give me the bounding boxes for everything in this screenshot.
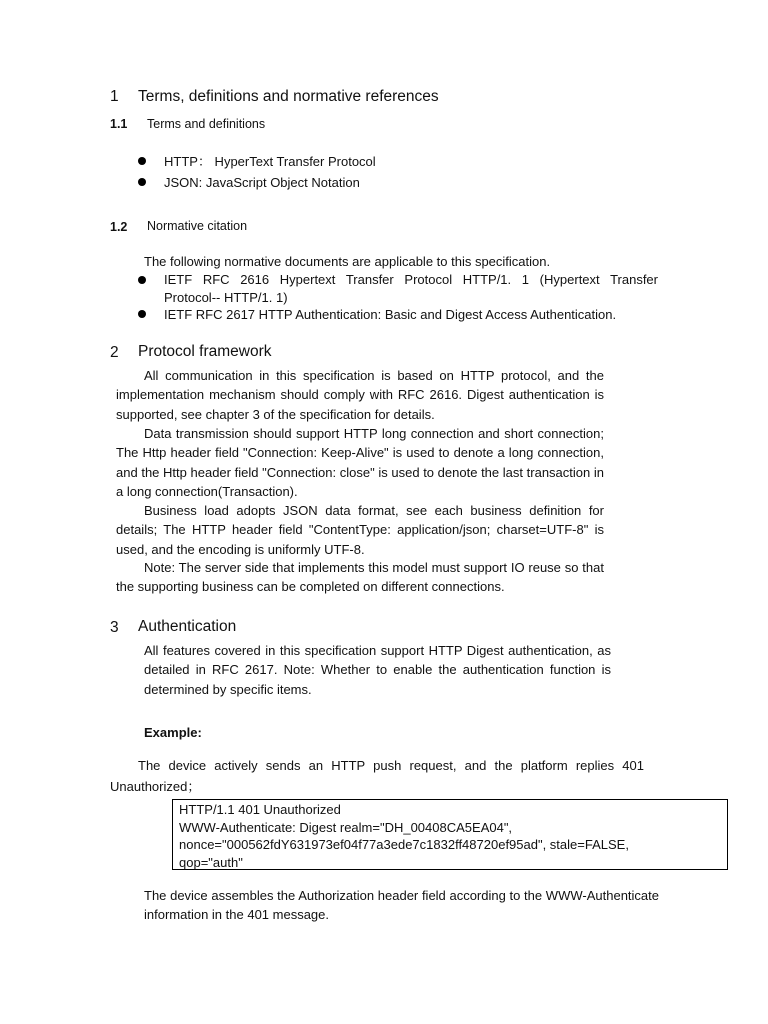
section-1-1-title: Terms and definitions bbox=[147, 117, 266, 131]
example-label: Example: bbox=[144, 725, 202, 740]
section-1-title: Terms, definitions and normative references bbox=[138, 88, 439, 105]
term-http: HTTP： HyperText Transfer Protocol bbox=[164, 154, 376, 169]
term-json: JSON: JavaScript Object Notation bbox=[164, 175, 360, 190]
section-2-number: 2 bbox=[110, 344, 119, 361]
citation-rfc2616-line1: IETF RFC 2616 Hypertext Transfer Protocol HTTP/1. 1 (Hypertext Transfer bbox=[164, 272, 658, 287]
citation-rfc2616-line2: Protocol-- HTTP/1. 1) bbox=[164, 290, 288, 305]
section-1-1-number: 1.1 bbox=[110, 117, 128, 131]
section-1-2-number: 1.2 bbox=[110, 220, 128, 234]
code-line: WWW-Authenticate: Digest realm="DH_00408CA5EA04", bbox=[179, 819, 513, 835]
code-line: nonce="000562fdY631973ef04f77a3ede7c1832ff48720ef95ad", stale=FALSE, bbox=[179, 837, 629, 852]
example-text-line2: Unauthorized； bbox=[110, 779, 201, 794]
protocol-paragraph-4: Note: The server side that implements this model must support IO reuse so that the supporting business can be completed on different connections. bbox=[116, 560, 604, 595]
code-line: qop="auth" bbox=[179, 854, 243, 870]
closing-paragraph: The device assembles the Authorization header field according to the WWW-Authenticate information in the 401 message. bbox=[144, 888, 659, 923]
section-3-title: Authentication bbox=[138, 618, 237, 635]
normative-intro: The following normative documents are applicable to this specification. bbox=[144, 254, 551, 269]
section-1-2-title: Normative citation bbox=[147, 219, 248, 233]
http-response-box bbox=[172, 799, 728, 870]
bullet-icon bbox=[138, 310, 146, 318]
section-1-number: 1 bbox=[110, 88, 119, 105]
bullet-icon bbox=[138, 276, 146, 284]
section-3-number: 3 bbox=[110, 619, 119, 636]
protocol-paragraph-2: Data transmission should support HTTP long connection and short connection; The Http header field "Connection: Keep-Alive" is used to denote a long connection, and the Http header field "Connection: close" is used to denote the last transaction in a long connection(Transaction). bbox=[116, 426, 604, 500]
example-text-line1: The device actively sends an HTTP push request, and the platform replies 401 bbox=[138, 758, 644, 773]
bullet-icon bbox=[138, 157, 146, 165]
section-2-title: Protocol framework bbox=[138, 343, 272, 360]
authentication-paragraph: All features covered in this specification support HTTP Digest authentication, as detailed in RFC 2617. Note: Whether to enable the authentication function is determined by specific items. bbox=[144, 643, 611, 697]
citation-rfc2617: IETF RFC 2617 HTTP Authentication: Basic and Digest Access Authentication. bbox=[164, 307, 617, 322]
bullet-icon bbox=[138, 178, 146, 186]
protocol-paragraph-3: Business load adopts JSON data format, see each business definition for details; The HTTP header field "ContentType: application/json; charset=UTF-8" is used, and the encoding is uniformly UTF-8. bbox=[116, 503, 604, 557]
protocol-paragraph-1: All communication in this specification is based on HTTP protocol, and the implementation mechanism should comply with RFC 2616. Digest authentication is supported, see chapter 3 of the specification for details. bbox=[116, 368, 604, 422]
code-line: HTTP/1.1 401 Unauthorized bbox=[179, 802, 341, 817]
